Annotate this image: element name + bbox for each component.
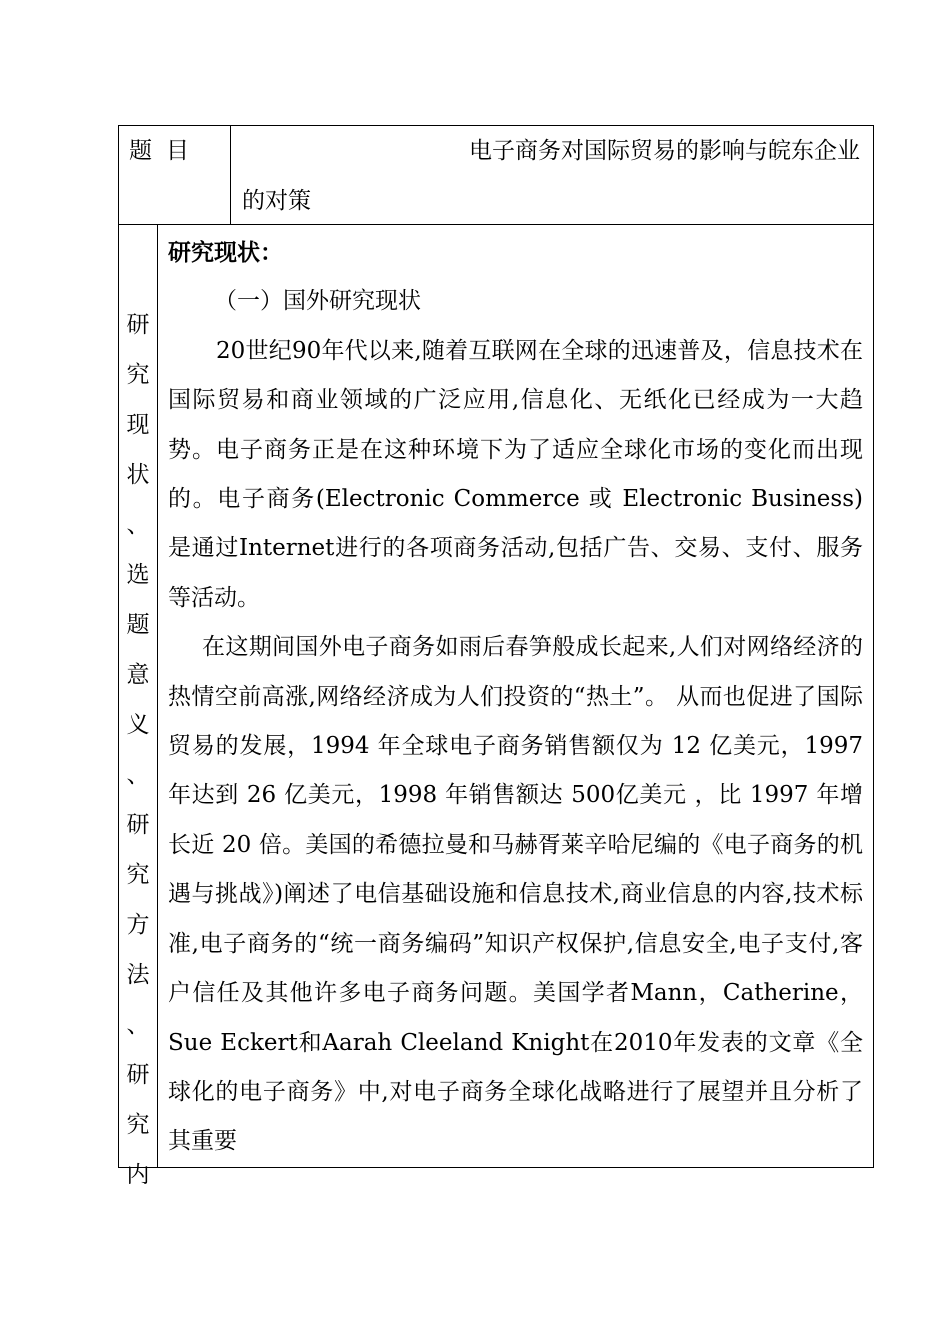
side-label-char: 法 [126,962,150,988]
side-label-char: 题 [126,612,150,638]
content-cell [168,228,863,1167]
side-label [119,300,157,1200]
side-label-char: 方 [126,912,150,938]
title-value-line2: 的对策 [242,188,311,214]
side-label-char: 、 [126,1012,150,1038]
side-label-char: 选 [126,562,150,588]
paragraph-1: 20世纪90年代以来,随着互联网在全球的迅速普及，信息技术在国际贸易和商业领域的广泛应用,信息化、无纸化已经成为一大趋势。电子商务正是在这种环境下为了适应全球化市场的变化而出现的。电子商务(Electronic Commerce 或 Electronic Business)是通过Internet进行的各项商务活动,包括广告、交易、支付、服务等活动。 [168,337,863,611]
side-label-char: 现 [126,412,150,438]
side-label-char: 、 [126,512,150,538]
side-label-char: 、 [126,762,150,788]
side-label-char: 意 [126,662,150,688]
subsection-heading: （一）国外研究现状 [214,288,421,315]
side-label-char: 研 [126,312,150,338]
side-label-char: 义 [126,712,150,738]
side-label-char: 状 [126,462,150,488]
title-column-divider [230,125,231,224]
side-label-char: 究 [126,1112,150,1138]
title-row-divider [118,224,874,225]
section-heading: 研究现状： [168,239,283,266]
side-label-char: 研 [126,812,150,838]
side-label-char: 研 [126,1062,150,1088]
paragraph-2: 在这期间国外电子商务如雨后春笋般成长起来,人们对网络经济的热情空前高涨,网络经济成为人们投资的“热土”。 从而也促进了国际贸易的发展，1994 年全球电子商务销售额仅为 12 亿美元，1997年达到 26 亿美元，1998 年销售额达 500亿美元 ，比 1997 年增长近 20 倍。美国的希德拉曼和马赫胥莱辛哈尼编的《电子商务的机遇与挑战》)阐述了电信基础设施和信息技术,商业信息的内容,技术标准,电子商务的“统一商务编码”知识产权保护,信息安全,电子支付,客户信任及其他许多电子商务问题。美国学者Mann，Catherine，Sue Eckert和Aarah Cleeland Knight在2010年发表的文章《全球化的电子商务》中,对电子商务全球化战略进行了展望并且分析了其重要 [168,634,863,1155]
title-value-line1: 电子商务对国际贸易的影响与皖东企业 [469,138,860,164]
side-column-divider [157,224,158,1168]
side-label-char: 内 [126,1162,150,1188]
side-label-char: 究 [126,362,150,388]
side-label-char: 究 [126,862,150,888]
title-label: 题目 [129,138,203,164]
